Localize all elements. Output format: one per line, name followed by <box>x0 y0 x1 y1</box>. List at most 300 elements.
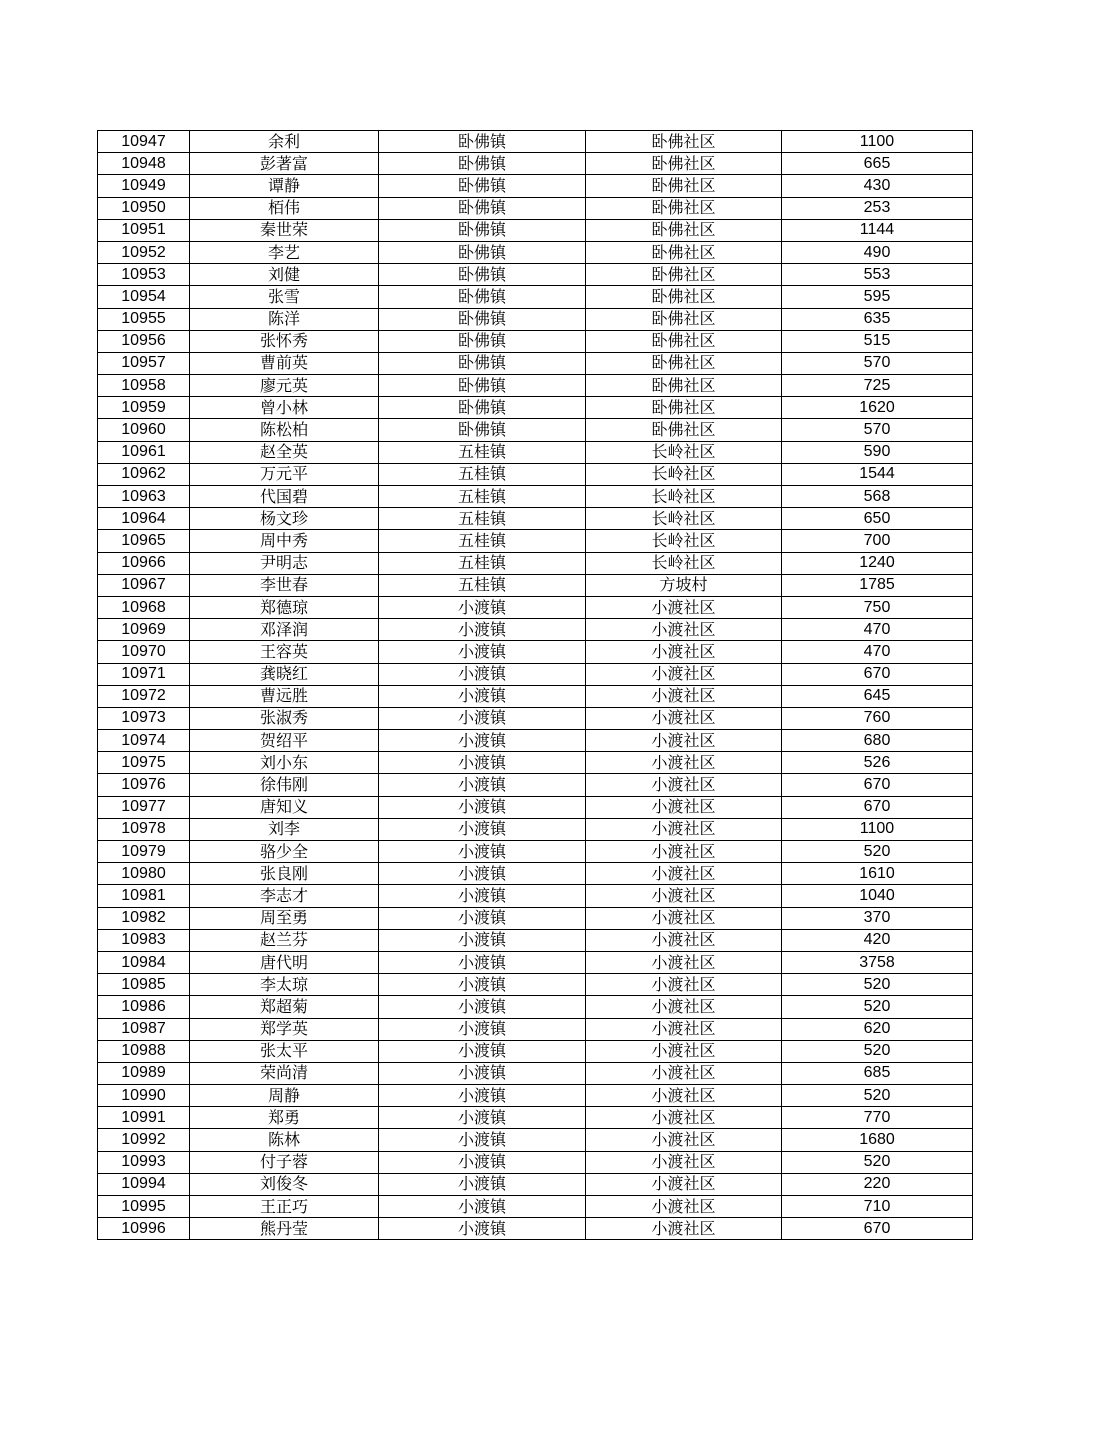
town-cell: 小渡镇 <box>379 774 586 796</box>
community-cell: 卧佛社区 <box>586 419 782 441</box>
community-cell: 小渡社区 <box>586 1085 782 1107</box>
table-row <box>98 1196 973 1218</box>
community-cell: 小渡社区 <box>586 841 782 863</box>
community-cell: 小渡社区 <box>586 974 782 996</box>
community-cell: 小渡社区 <box>586 685 782 707</box>
amount-cell: 520 <box>782 974 973 996</box>
name-cell: 彭著富 <box>190 153 379 175</box>
name-cell: 龚晓红 <box>190 663 379 685</box>
table-row <box>98 397 973 419</box>
table-row <box>98 552 973 574</box>
community-cell: 长岭社区 <box>586 463 782 485</box>
town-cell: 小渡镇 <box>379 619 586 641</box>
town-cell: 五桂镇 <box>379 552 586 574</box>
id-cell: 10960 <box>98 419 190 441</box>
id-cell: 10971 <box>98 663 190 685</box>
table-row <box>98 286 973 308</box>
id-cell: 10994 <box>98 1173 190 1195</box>
community-cell: 小渡社区 <box>586 1040 782 1062</box>
table-row <box>98 752 973 774</box>
amount-cell: 635 <box>782 308 973 330</box>
amount-cell: 680 <box>782 730 973 752</box>
id-cell: 10984 <box>98 951 190 973</box>
table-row <box>98 330 973 352</box>
town-cell: 小渡镇 <box>379 885 586 907</box>
table-row <box>98 1218 973 1240</box>
town-cell: 卧佛镇 <box>379 219 586 241</box>
town-cell: 卧佛镇 <box>379 153 586 175</box>
community-cell: 卧佛社区 <box>586 131 782 153</box>
town-cell: 五桂镇 <box>379 574 586 596</box>
id-cell: 10955 <box>98 308 190 330</box>
amount-cell: 470 <box>782 619 973 641</box>
table-row <box>98 774 973 796</box>
community-cell: 小渡社区 <box>586 951 782 973</box>
name-cell: 周静 <box>190 1085 379 1107</box>
amount-cell: 220 <box>782 1173 973 1195</box>
table-row <box>98 486 973 508</box>
name-cell: 尹明志 <box>190 552 379 574</box>
name-cell: 付子蓉 <box>190 1151 379 1173</box>
id-cell: 10988 <box>98 1040 190 1062</box>
amount-cell: 685 <box>782 1062 973 1084</box>
amount-cell: 520 <box>782 996 973 1018</box>
amount-cell: 430 <box>782 175 973 197</box>
id-cell: 10964 <box>98 508 190 530</box>
name-cell: 张太平 <box>190 1040 379 1062</box>
community-cell: 卧佛社区 <box>586 352 782 374</box>
id-cell: 10977 <box>98 796 190 818</box>
amount-cell: 490 <box>782 241 973 263</box>
community-cell: 小渡社区 <box>586 596 782 618</box>
town-cell: 卧佛镇 <box>379 375 586 397</box>
town-cell: 小渡镇 <box>379 596 586 618</box>
amount-cell: 520 <box>782 841 973 863</box>
table-row <box>98 131 973 153</box>
id-cell: 10973 <box>98 707 190 729</box>
amount-cell: 370 <box>782 907 973 929</box>
name-cell: 刘李 <box>190 818 379 840</box>
amount-cell: 670 <box>782 796 973 818</box>
community-cell: 小渡社区 <box>586 752 782 774</box>
name-cell: 曹前英 <box>190 352 379 374</box>
id-cell: 10963 <box>98 486 190 508</box>
id-cell: 10967 <box>98 574 190 596</box>
id-cell: 10950 <box>98 197 190 219</box>
town-cell: 小渡镇 <box>379 707 586 729</box>
town-cell: 卧佛镇 <box>379 241 586 263</box>
town-cell: 小渡镇 <box>379 1107 586 1129</box>
id-cell: 10986 <box>98 996 190 1018</box>
amount-cell: 520 <box>782 1151 973 1173</box>
id-cell: 10954 <box>98 286 190 308</box>
name-cell: 荣尚清 <box>190 1062 379 1084</box>
name-cell: 赵兰芬 <box>190 929 379 951</box>
community-cell: 小渡社区 <box>586 818 782 840</box>
table-row <box>98 1062 973 1084</box>
table-row <box>98 1151 973 1173</box>
town-cell: 卧佛镇 <box>379 419 586 441</box>
community-cell: 长岭社区 <box>586 486 782 508</box>
id-cell: 10948 <box>98 153 190 175</box>
town-cell: 五桂镇 <box>379 441 586 463</box>
community-cell: 小渡社区 <box>586 730 782 752</box>
town-cell: 卧佛镇 <box>379 397 586 419</box>
town-cell: 小渡镇 <box>379 929 586 951</box>
name-cell: 王正巧 <box>190 1196 379 1218</box>
name-cell: 万元平 <box>190 463 379 485</box>
id-cell: 10969 <box>98 619 190 641</box>
name-cell: 郑德琼 <box>190 596 379 618</box>
name-cell: 徐伟刚 <box>190 774 379 796</box>
name-cell: 郑勇 <box>190 1107 379 1129</box>
table-row <box>98 419 973 441</box>
name-cell: 杨文珍 <box>190 508 379 530</box>
table-row <box>98 574 973 596</box>
name-cell: 张怀秀 <box>190 330 379 352</box>
town-cell: 卧佛镇 <box>379 286 586 308</box>
table-body <box>98 131 973 1240</box>
community-cell: 卧佛社区 <box>586 375 782 397</box>
town-cell: 小渡镇 <box>379 818 586 840</box>
name-cell: 代国碧 <box>190 486 379 508</box>
community-cell: 卧佛社区 <box>586 175 782 197</box>
community-cell: 小渡社区 <box>586 885 782 907</box>
community-cell: 小渡社区 <box>586 663 782 685</box>
community-cell: 卧佛社区 <box>586 308 782 330</box>
id-cell: 10956 <box>98 330 190 352</box>
town-cell: 五桂镇 <box>379 508 586 530</box>
community-cell: 小渡社区 <box>586 774 782 796</box>
name-cell: 秦世荣 <box>190 219 379 241</box>
name-cell: 赵全英 <box>190 441 379 463</box>
id-cell: 10979 <box>98 841 190 863</box>
community-cell: 小渡社区 <box>586 619 782 641</box>
id-cell: 10993 <box>98 1151 190 1173</box>
community-cell: 小渡社区 <box>586 863 782 885</box>
community-cell: 卧佛社区 <box>586 219 782 241</box>
community-cell: 长岭社区 <box>586 552 782 574</box>
id-cell: 10961 <box>98 441 190 463</box>
id-cell: 10953 <box>98 264 190 286</box>
table-row <box>98 1040 973 1062</box>
name-cell: 骆少全 <box>190 841 379 863</box>
table-row <box>98 996 973 1018</box>
table-row <box>98 907 973 929</box>
town-cell: 卧佛镇 <box>379 352 586 374</box>
name-cell: 贺绍平 <box>190 730 379 752</box>
name-cell: 谭静 <box>190 175 379 197</box>
community-cell: 长岭社区 <box>586 508 782 530</box>
table-row <box>98 796 973 818</box>
amount-cell: 1544 <box>782 463 973 485</box>
amount-cell: 1785 <box>782 574 973 596</box>
table-row <box>98 841 973 863</box>
name-cell: 李世春 <box>190 574 379 596</box>
town-cell: 小渡镇 <box>379 841 586 863</box>
id-cell: 10990 <box>98 1085 190 1107</box>
amount-cell: 670 <box>782 663 973 685</box>
name-cell: 李志才 <box>190 885 379 907</box>
town-cell: 小渡镇 <box>379 974 586 996</box>
community-cell: 卧佛社区 <box>586 397 782 419</box>
amount-cell: 570 <box>782 352 973 374</box>
community-cell: 方坡村 <box>586 574 782 596</box>
table-row <box>98 663 973 685</box>
name-cell: 廖元英 <box>190 375 379 397</box>
table-row <box>98 1107 973 1129</box>
name-cell: 郑超菊 <box>190 996 379 1018</box>
id-cell: 10989 <box>98 1062 190 1084</box>
table-row <box>98 1085 973 1107</box>
town-cell: 小渡镇 <box>379 796 586 818</box>
id-cell: 10947 <box>98 131 190 153</box>
name-cell: 唐代明 <box>190 951 379 973</box>
amount-cell: 700 <box>782 530 973 552</box>
table-row <box>98 153 973 175</box>
town-cell: 小渡镇 <box>379 1018 586 1040</box>
id-cell: 10968 <box>98 596 190 618</box>
name-cell: 周中秀 <box>190 530 379 552</box>
amount-cell: 665 <box>782 153 973 175</box>
table-row <box>98 730 973 752</box>
name-cell: 张良刚 <box>190 863 379 885</box>
amount-cell: 590 <box>782 441 973 463</box>
community-cell: 小渡社区 <box>586 1173 782 1195</box>
amount-cell: 1100 <box>782 818 973 840</box>
amount-cell: 670 <box>782 1218 973 1240</box>
table-row <box>98 707 973 729</box>
id-cell: 10958 <box>98 375 190 397</box>
table-row <box>98 1173 973 1195</box>
community-cell: 卧佛社区 <box>586 241 782 263</box>
amount-cell: 1040 <box>782 885 973 907</box>
amount-cell: 470 <box>782 641 973 663</box>
id-cell: 10975 <box>98 752 190 774</box>
id-cell: 10974 <box>98 730 190 752</box>
town-cell: 五桂镇 <box>379 486 586 508</box>
town-cell: 卧佛镇 <box>379 131 586 153</box>
amount-cell: 3758 <box>782 951 973 973</box>
town-cell: 小渡镇 <box>379 1196 586 1218</box>
table-row <box>98 508 973 530</box>
id-cell: 10981 <box>98 885 190 907</box>
id-cell: 10972 <box>98 685 190 707</box>
community-cell: 小渡社区 <box>586 1107 782 1129</box>
name-cell: 李艺 <box>190 241 379 263</box>
name-cell: 栢伟 <box>190 197 379 219</box>
town-cell: 卧佛镇 <box>379 175 586 197</box>
table-row <box>98 219 973 241</box>
amount-cell: 515 <box>782 330 973 352</box>
amount-cell: 645 <box>782 685 973 707</box>
amount-cell: 526 <box>782 752 973 774</box>
amount-cell: 750 <box>782 596 973 618</box>
town-cell: 小渡镇 <box>379 1129 586 1151</box>
amount-cell: 1610 <box>782 863 973 885</box>
name-cell: 陈松柏 <box>190 419 379 441</box>
table-row <box>98 308 973 330</box>
id-cell: 10952 <box>98 241 190 263</box>
community-cell: 长岭社区 <box>586 441 782 463</box>
id-cell: 10966 <box>98 552 190 574</box>
name-cell: 唐知义 <box>190 796 379 818</box>
id-cell: 10951 <box>98 219 190 241</box>
table-row <box>98 197 973 219</box>
town-cell: 小渡镇 <box>379 996 586 1018</box>
name-cell: 陈林 <box>190 1129 379 1151</box>
community-cell: 小渡社区 <box>586 1151 782 1173</box>
id-cell: 10957 <box>98 352 190 374</box>
id-cell: 10996 <box>98 1218 190 1240</box>
amount-cell: 1144 <box>782 219 973 241</box>
table-row <box>98 463 973 485</box>
community-cell: 小渡社区 <box>586 929 782 951</box>
table-row <box>98 929 973 951</box>
table-row <box>98 641 973 663</box>
id-cell: 10987 <box>98 1018 190 1040</box>
id-cell: 10959 <box>98 397 190 419</box>
id-cell: 10970 <box>98 641 190 663</box>
community-cell: 小渡社区 <box>586 641 782 663</box>
table-row <box>98 175 973 197</box>
town-cell: 小渡镇 <box>379 641 586 663</box>
table-row <box>98 885 973 907</box>
name-cell: 刘健 <box>190 264 379 286</box>
id-cell: 10965 <box>98 530 190 552</box>
name-cell: 熊丹莹 <box>190 1218 379 1240</box>
amount-cell: 620 <box>782 1018 973 1040</box>
table-row <box>98 241 973 263</box>
data-table <box>97 130 973 1240</box>
table-row <box>98 596 973 618</box>
amount-cell: 1240 <box>782 552 973 574</box>
town-cell: 小渡镇 <box>379 752 586 774</box>
town-cell: 小渡镇 <box>379 1218 586 1240</box>
amount-cell: 770 <box>782 1107 973 1129</box>
amount-cell: 568 <box>782 486 973 508</box>
id-cell: 10978 <box>98 818 190 840</box>
town-cell: 小渡镇 <box>379 1151 586 1173</box>
amount-cell: 710 <box>782 1196 973 1218</box>
table-row <box>98 685 973 707</box>
name-cell: 刘俊冬 <box>190 1173 379 1195</box>
name-cell: 李太琼 <box>190 974 379 996</box>
id-cell: 10962 <box>98 463 190 485</box>
town-cell: 卧佛镇 <box>379 330 586 352</box>
community-cell: 小渡社区 <box>586 1218 782 1240</box>
amount-cell: 725 <box>782 375 973 397</box>
community-cell: 小渡社区 <box>586 707 782 729</box>
town-cell: 卧佛镇 <box>379 197 586 219</box>
amount-cell: 420 <box>782 929 973 951</box>
name-cell: 郑学英 <box>190 1018 379 1040</box>
name-cell: 余利 <box>190 131 379 153</box>
amount-cell: 253 <box>782 197 973 219</box>
community-cell: 小渡社区 <box>586 1196 782 1218</box>
amount-cell: 595 <box>782 286 973 308</box>
amount-cell: 1620 <box>782 397 973 419</box>
town-cell: 小渡镇 <box>379 863 586 885</box>
community-cell: 小渡社区 <box>586 1062 782 1084</box>
name-cell: 陈洋 <box>190 308 379 330</box>
amount-cell: 520 <box>782 1040 973 1062</box>
id-cell: 10992 <box>98 1129 190 1151</box>
name-cell: 张淑秀 <box>190 707 379 729</box>
id-cell: 10982 <box>98 907 190 929</box>
table-row <box>98 863 973 885</box>
table-row <box>98 530 973 552</box>
community-cell: 小渡社区 <box>586 907 782 929</box>
table-row <box>98 974 973 996</box>
amount-cell: 520 <box>782 1085 973 1107</box>
table-row <box>98 951 973 973</box>
community-cell: 卧佛社区 <box>586 197 782 219</box>
town-cell: 小渡镇 <box>379 1062 586 1084</box>
town-cell: 卧佛镇 <box>379 264 586 286</box>
id-cell: 10980 <box>98 863 190 885</box>
community-cell: 小渡社区 <box>586 996 782 1018</box>
community-cell: 小渡社区 <box>586 1018 782 1040</box>
id-cell: 10983 <box>98 929 190 951</box>
community-cell: 卧佛社区 <box>586 153 782 175</box>
community-cell: 卧佛社区 <box>586 286 782 308</box>
town-cell: 小渡镇 <box>379 951 586 973</box>
amount-cell: 570 <box>782 419 973 441</box>
town-cell: 五桂镇 <box>379 463 586 485</box>
town-cell: 小渡镇 <box>379 1040 586 1062</box>
community-cell: 小渡社区 <box>586 796 782 818</box>
name-cell: 周至勇 <box>190 907 379 929</box>
name-cell: 曾小林 <box>190 397 379 419</box>
town-cell: 小渡镇 <box>379 663 586 685</box>
table-row <box>98 264 973 286</box>
community-cell: 卧佛社区 <box>586 330 782 352</box>
town-cell: 小渡镇 <box>379 1173 586 1195</box>
id-cell: 10949 <box>98 175 190 197</box>
community-cell: 长岭社区 <box>586 530 782 552</box>
name-cell: 邓泽润 <box>190 619 379 641</box>
table-row <box>98 441 973 463</box>
id-cell: 10985 <box>98 974 190 996</box>
id-cell: 10976 <box>98 774 190 796</box>
amount-cell: 760 <box>782 707 973 729</box>
name-cell: 王容英 <box>190 641 379 663</box>
table-row <box>98 818 973 840</box>
table-row <box>98 352 973 374</box>
amount-cell: 670 <box>782 774 973 796</box>
town-cell: 小渡镇 <box>379 907 586 929</box>
amount-cell: 1680 <box>782 1129 973 1151</box>
table-row <box>98 619 973 641</box>
community-cell: 小渡社区 <box>586 1129 782 1151</box>
table-row <box>98 1018 973 1040</box>
table-row <box>98 375 973 397</box>
name-cell: 曹远胜 <box>190 685 379 707</box>
town-cell: 五桂镇 <box>379 530 586 552</box>
amount-cell: 1100 <box>782 131 973 153</box>
community-cell: 卧佛社区 <box>586 264 782 286</box>
town-cell: 小渡镇 <box>379 1085 586 1107</box>
town-cell: 小渡镇 <box>379 730 586 752</box>
name-cell: 张雪 <box>190 286 379 308</box>
name-cell: 刘小东 <box>190 752 379 774</box>
amount-cell: 553 <box>782 264 973 286</box>
town-cell: 卧佛镇 <box>379 308 586 330</box>
id-cell: 10995 <box>98 1196 190 1218</box>
table-row <box>98 1129 973 1151</box>
amount-cell: 650 <box>782 508 973 530</box>
